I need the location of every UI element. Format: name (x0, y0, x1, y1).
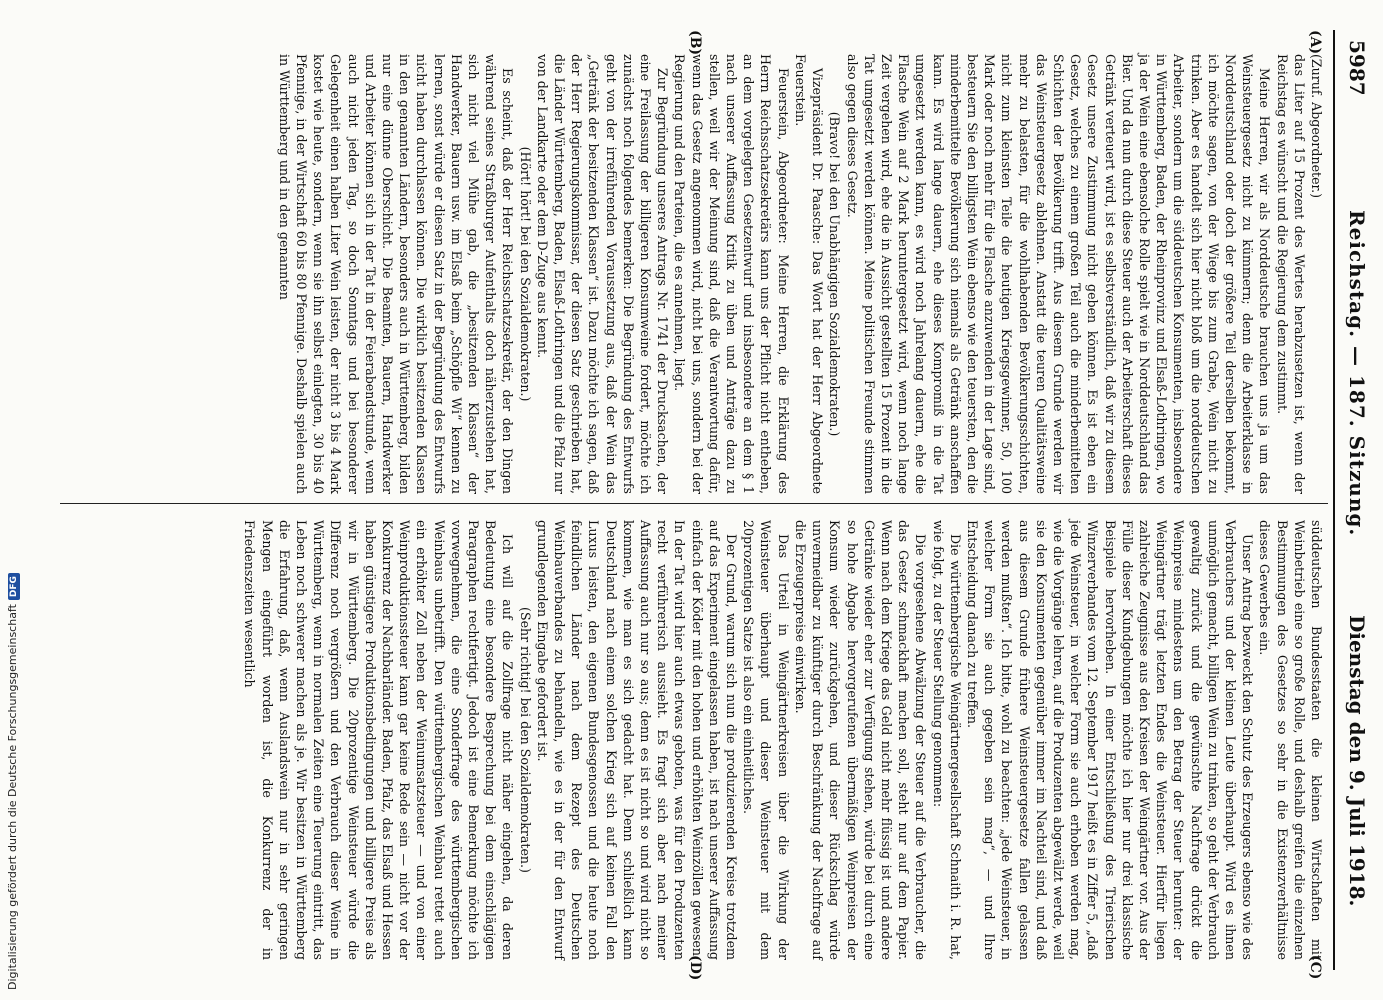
interjection: (Sehr richtig! bei den Sozialdemokraten.) (517, 607, 533, 873)
right-column (241, 520, 1325, 960)
page-number: 5987 (1345, 40, 1369, 96)
paragraph: Zur Begründung unseres Antrags Nr. 1741 der Drucksachen, der eine Freilassung der billigeren Konsumweine fordert, möchte ich zunächst noch folgendes bemerken: Die Begründung des Entwurfs geht von der irreführenden Voraussetzung aus, daß der Wein das „Getränk der besitzenden Klassen“ ist. Dazu möchte ich sagen, daß der Herr Regierungskommissar, der diesen Satz geschrieben hat, die Länder Württemberg, Baden, Elsaß-Lothringen und die Pfalz nur von der Landkarte oder dem D-Zuge aus kennt. (534, 54, 671, 494)
paragraph: das Liter auf 15 Prozent des Wertes herabzusetzen ist, wenn der Reichstag es wünscht und die Regierung dem zustimmt. (1274, 54, 1307, 494)
quoted-paragraph: Die vorgesehene Abwälzung der Steuer auf die Verbraucher, die das Gesetz schmackhaft machen soll, steht nur auf dem Papier. Wenn nach dem Kriege das Geld nicht mehr flüssig ist und andere Getränke wieder eher zur Verfügung stehen, würde bei durch eine so hohe Abgabe hervorgerufenen übermäßigen Weinpreisen der Konsum wieder zurückgehen, und dieser Rückschlag würde unvermeidbar zu künftiger durch Beschränkung der Nachfrage auf die Erzeugerpreise einwirken. (792, 520, 929, 960)
margin-marker-a: (A) (1307, 30, 1323, 55)
margin-marker-c: (C) (1307, 955, 1323, 980)
session-title: Reichstag. — 187. Sitzung. (1345, 210, 1369, 537)
session-date: Dienstag den 9. Juli 1918. (1345, 615, 1369, 907)
left-column (276, 54, 1325, 494)
interjection: (Hört! hört! bei den Sozialdemokraten.) (517, 146, 533, 402)
dfg-logo: DFG (8, 573, 20, 600)
margin-marker-b: (B) (687, 30, 703, 56)
paragraph: Der Grund, warum sich nun die produzierenden Kreise trotzdem auf das Experiment eingelassen haben, ist nach unserer Auffassung einfach der Köder mit den hohen und erhöhten Weinzöllen gewesen. In der Tat wird hier auch etwas geboten, was für den Produzenten recht verführerisch aussieht. Es fragt sich aber nach meiner Auffassung auch nur so aus; denn es ist nicht so und wird nicht so kommen, wie man es sich gedacht hat. Denn schließlich kann Deutschland nach einem solchen Krieg sich auf keinen Fall den Luxus leisten, den eigenen Bundesgenossen und die heute noch feindlichen Länder nach dem Rezept des Deutschen Weinbauverbandes zu behandeln, wie es in der für den Entwurf grundlegenden Eingabe gefordert ist. (534, 520, 740, 960)
paragraph: Das Urteil in Weingärtnerkreisen über die Wirkung der Weinsteuer überhaupt und dieser Weinsteuer mit dem 20prozentigen Satze ist also ein einheitliches. (741, 520, 791, 960)
paragraph: Es scheint, daß der Herr Reichsschatzsekretär, der den Dingen während seines Straßburger Aufenthalts doch näherzustehen hat, sich nicht viel Mühe gab, die „besitzenden Klassen“ der Handwerker, Bauern usw. im Elsaß beim „Schöpfle Wi“ kennen zu lernen, sonst würde er diesen Satz in der Begründung des Entwurfs nicht haben durchlassen können. Die wirklich besitzenden Klassen in den genannten Ländern, besonders auch in Württemberg, bilden nur eine dünne Oberschicht. Die Beamten, Bauern, Handwerker und Arbeiter können sich in der Tat in der Feierabendstunde, wenn auch nicht jeden Tag, so doch Sonntags und bei besonderer Gelegenheit einen halben Liter Wein leisten, der nicht 3 bis 4 Mark kostet wie heute, sondern, wenn sie ihn selbst einlegten, 30 bis 40 Pfennige, in der Wirtschaft 60 bis 80 Pfennige. Deshalb spielen auch in Württemberg und in den genannten (276, 54, 516, 494)
paragraph: (Zuruf. Abgeordneter.) (1309, 54, 1324, 199)
speaker-paragraph: Vizepräsident Dr. Paasche: Das Wort hat der Herr Abgeordnete Feuerstein. (792, 54, 826, 494)
page-header (1333, 30, 1375, 970)
margin-marker-d: (D) (687, 955, 703, 981)
paragraph: Meine Herren, wir als Norddeutsche brauchen uns ja um das Weinsteuergesetz nicht zu kümmern; denn die Arbeiterklasse in Norddeutschland oder doch der größere Teil derselben bekommt, ich möchte sagen, von der Wiege bis zum Grabe, Wein nicht zu trinken. Aber es handelt sich hier nicht bloß um die norddeutschen Arbeiter, sondern um die süddeutschen Konsumenten, insbesondere in Württemberg, Baden, der Rheinprovinz und Elsaß-Lothringen, wo ja der Wein eine ebensolche Rolle spielt wie in Norddeutschland das Bier. Und da nun durch diese Steuer auch der Arbeiterschaft dieses Getränk verteuert wird, ist es selbstverständlich, daß wir zu diesem Gesetz unsere Zustimmung nicht geben können. Es ist eben ein Gesetz, welches zu einem großen Teil auch die minderbemittelten Schichten der Bevölkerung trifft. Aus diesem Grunde werden wir das Weinsteuergesetz ablehnen. Anstatt die teuren Qualitätsweine mehr zu belasten, für die wohlhabenden Bevölkerungsschichten, nicht zum kleinsten Teile die heutigen Kriegsgewinner, 50, 100 Mark oder noch mehr für die Flasche anzuwenden in der Lage sind, besteuern Sie den billigsten Wein ebenso wie den teuersten, den die minderbemittelte Bevölkerung sich niemals als Getränk anschaffen kann. Es wird lange dauern, ehe dieses Kompromiß in die Tat umgesetzt werden kann, es wird noch Jahrelang dauern, ehe die Flasche Wein auf 2 Mark heruntergesetzt wird, wenn noch lange Zeit vergehen wird, ehe die in Aussicht gestellten 15 Prozent in die Tat umgesetzt werden können. Meine politischen Freunde stimmen also gegen dieses Gesetz. (844, 54, 1273, 494)
column-divider (60, 503, 1328, 504)
credit-text: Digitalisierung gefördert durch die Deutsche Forschungsgemeinschaft (6, 604, 19, 990)
paragraph: süddeutschen Bundesstaaten die kleinen Wirtschaften mit Weinbetrieb eine so große Rolle, und deshalb greifen die einzelnen Bestimmungen des Gesetzes so sehr in die Existenzverhältnisse dieses Gewerbes ein. (1257, 520, 1324, 960)
paragraph: Unser Antrag bezweckt den Schutz des Erzeugers ebenso wie des Verbrauchers und der kleinen Leute überhaupt. Wird es ihnen unmöglich gemacht, billigen Wein zu trinken, so geht der Verbrauch gewaltig zurück und die gewünschte Nachfrage drückt die Weinpreise mindestens um den Betrag der Steuer herunter: der Weingärtner trägt letzten Endes die Weinsteuer. Hierfür liegen zahlreiche Zeugnisse aus den Kreisen der Weingärtner vor. Aus der Fülle dieser Kundgebungen möchte ich hier nur drei klassische Beispiele hervorheben. In einer Entschließung des Trierischen Winzerverbandes vom 12. September 1917 heißt es in Ziffer 5, „daß jede Weinsteuer, in welcher Form sie auch erhoben werden mag, wie die Vorgänge lehren, auf die Produzenten abgewälzt werde, weil sie den Konsumenten gegenüber immer im Nachteil sind, und daß aus diesem Grunde frühere Weinsteuergesetze fallen gelassen werden mußten“. Ich bitte, wohl zu beachten: „jede Weinsteuer, in welcher Form sie auch gegeben sein mag“, — und Ihre Entscheidung danach zu treffen. (964, 520, 1256, 960)
paragraph: Die württembergische Weingärtnergesellschaft Schnaith i. R. hat, wie folgt, zu der Steuer Stellung genommen: (930, 520, 963, 960)
paragraph: Ich will auf die Zollfrage nicht näher eingehen, da deren Bedeutung eine besondere Besprechung bei dem einschlägigen Paragraphen rechtfertigt. Jedoch ist eine Bemerkung möchte ich vorwegnehmen, die eine Sonderfrage des württembergischen Weinbaus unbetrifft. Den württembergischen Weinbau rettet auch ein erhöhter Zoll neben der Weinumsatzsteuer — und von einer Weinproduktionssteuer kann gar keine Rede sein — nicht vor der Konkurrenz der Nachbarländer. Baden, Pfalz, das Elsaß und Hessen haben günstigere Produktionsbedingungen und billigere Preise als wir in Württemberg. Die 20prozentige Weinsteuer würde die Differenz noch vergrößern und den Verbrauch dieser Weine in Württemberg, wenn in normalen Zeiten eine Teuerung eintritt, das Leben noch schwerer machen als je. Wir besitzen in Württemberg die Erfahrung, daß, wenn Auslandswein nur in sehr geringen Mengen eingeführt worden ist, die Konkurrenz der in Friedenszeiten wesentlich (242, 520, 516, 960)
interjection: (Bravo! bei den Unabhängigen Sozialdemokraten.) (827, 111, 843, 437)
speaker-paragraph: Feuerstein, Abgeordneter: Meine Herren, die Erklärung des Herrn Reichsschatzsekretärs kann uns der Pflicht nicht entheben, an dem vorgelegten Gesetzentwurf und insbesondere an dem § 1 nach unserer Auffassung Kritik zu üben und Anträge dazu zu stellen, weil wir der Meinung sind, daß die Verantwortung dafür, wenn das Gesetz angenommen wird, nicht bei uns, sondern bei der Regierung und den Parteien, die es annehmen, liegt. (672, 54, 791, 494)
